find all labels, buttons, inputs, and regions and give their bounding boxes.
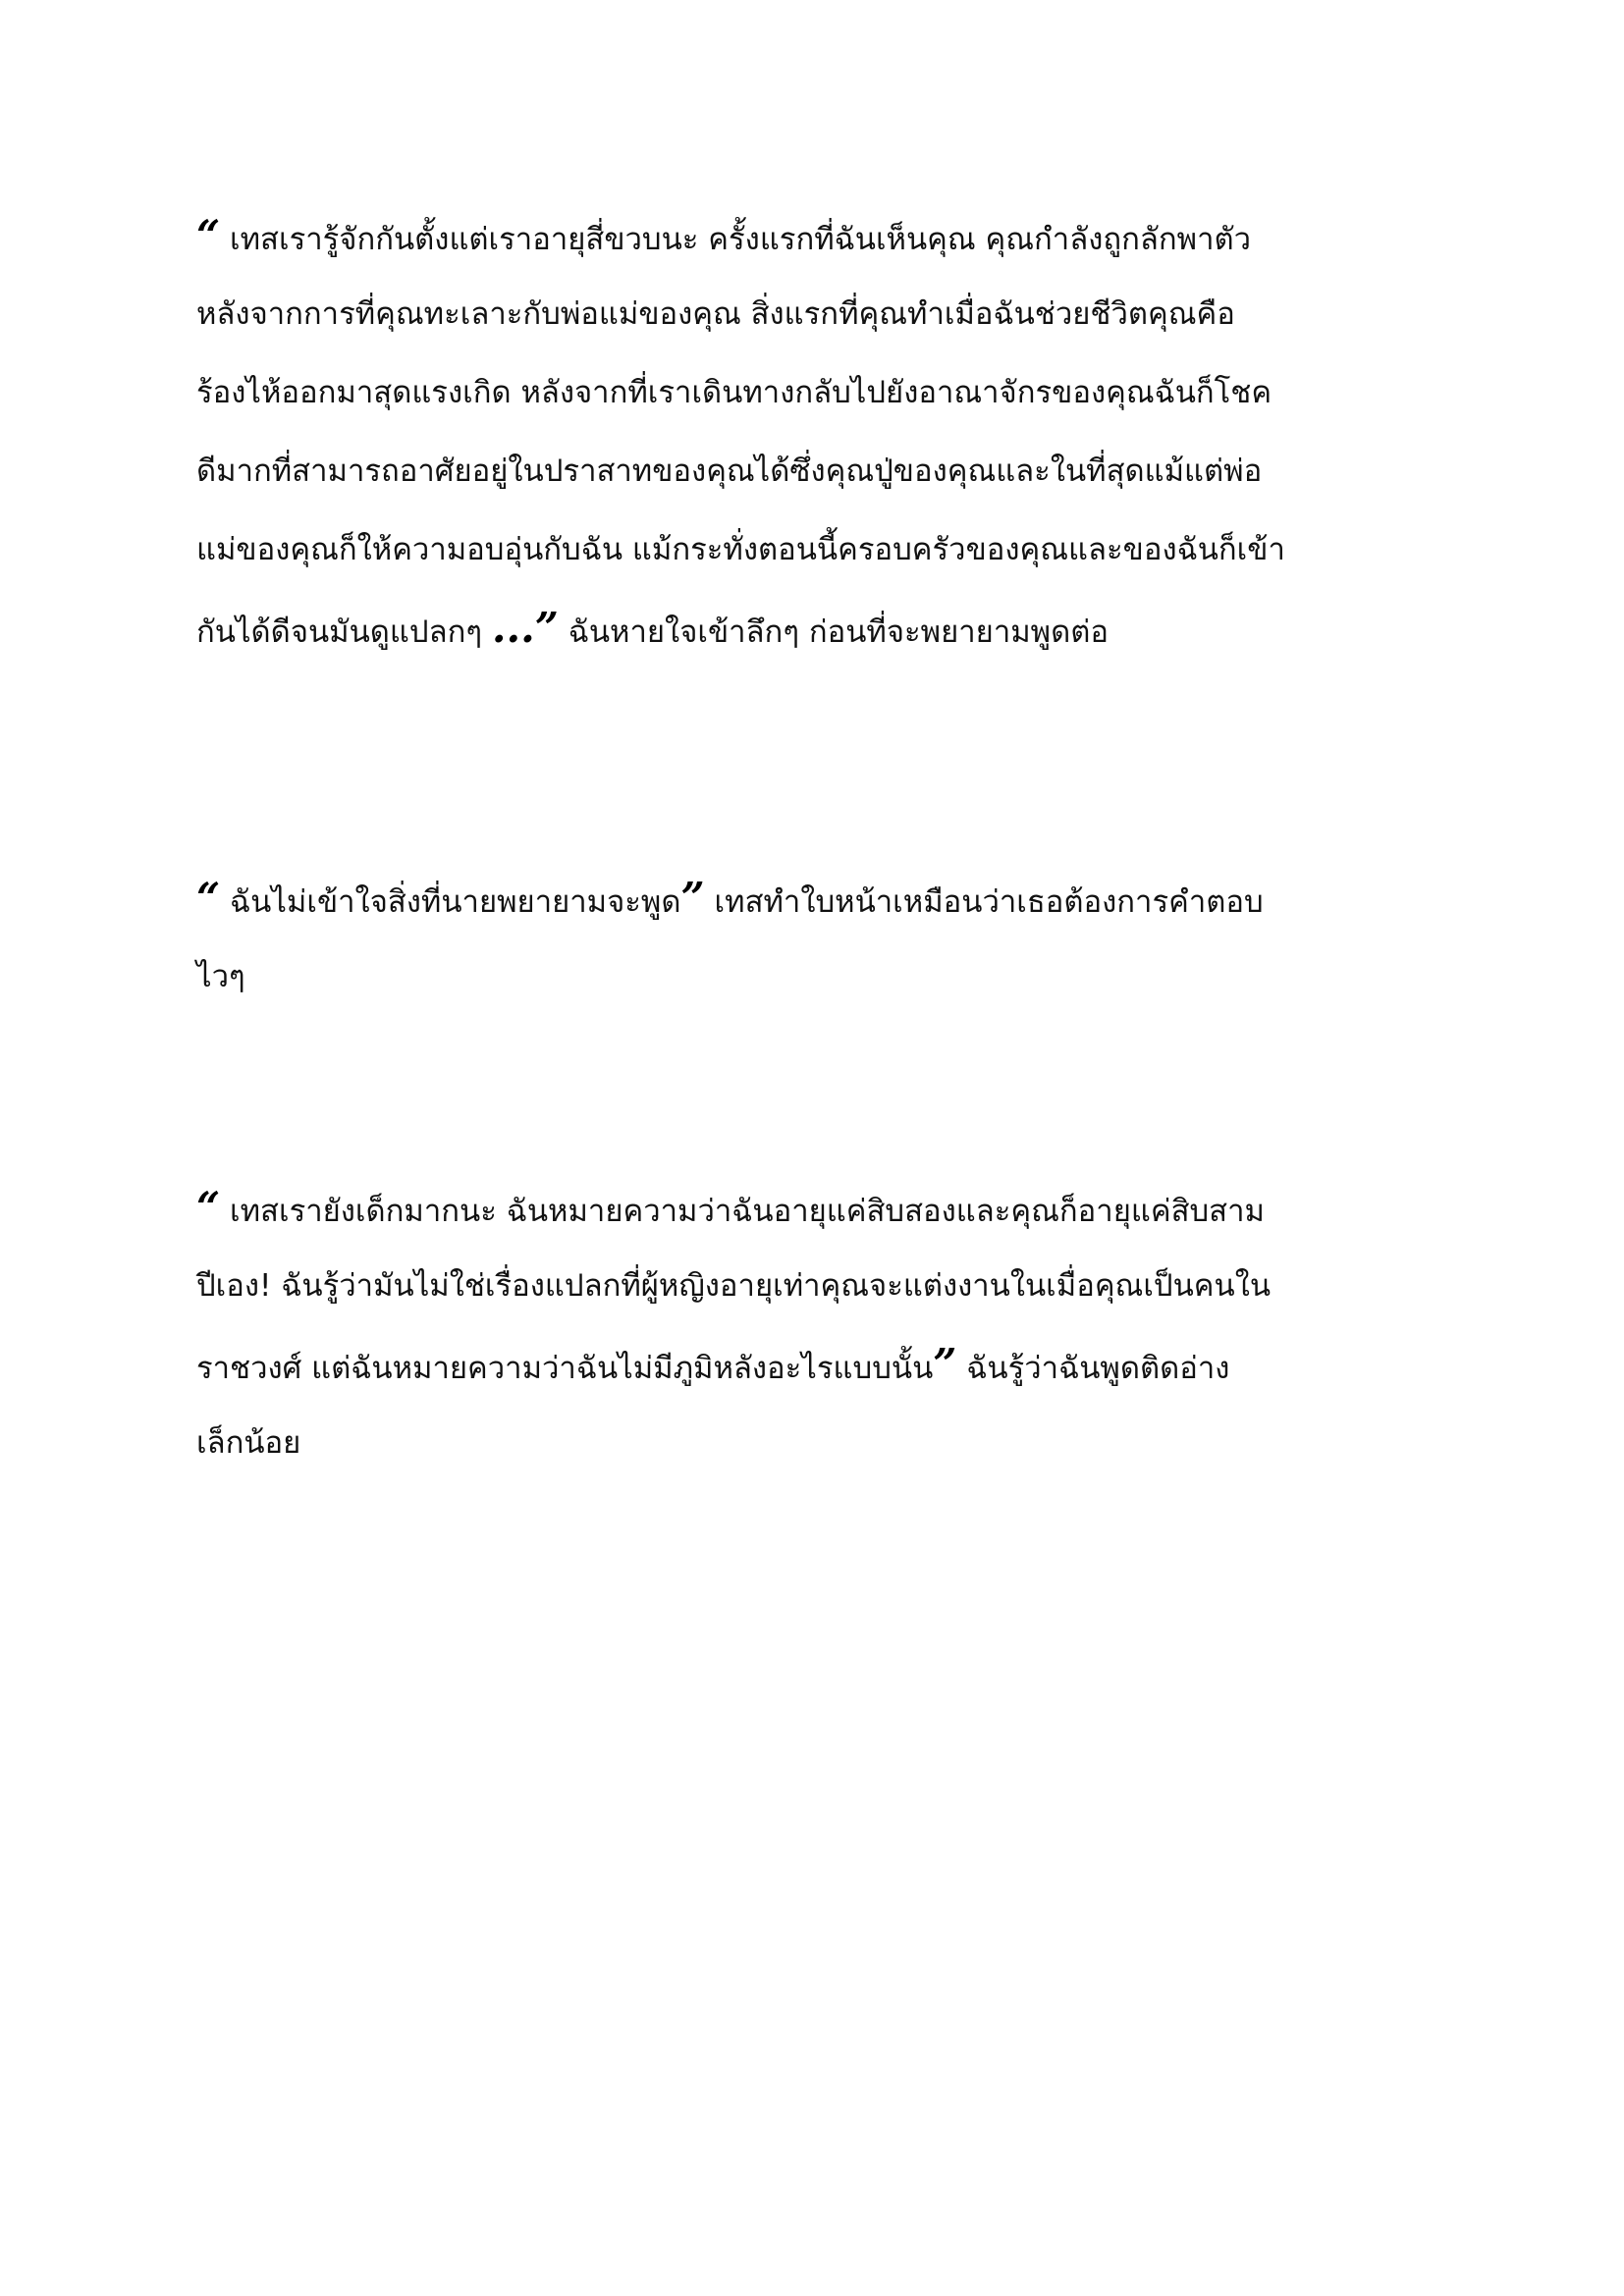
- paragraph-2: [196, 859, 1453, 1016]
- text-line: [196, 859, 1453, 937]
- line-text: ดีมากที่สามารถอาศัยอยู่ในปราสาทของคุณได้ซึ่งคุณปู่ของคุณและในที่สุดแม้แต่พ่อ: [196, 454, 1263, 489]
- close-quote: ”: [680, 874, 705, 922]
- text-line: [196, 937, 1453, 1016]
- line-text: เทสเรายังเด็กมากนะ ฉันหมายความว่าฉันอายุแค่สิบสองและคุณก็อายุแค่สิบสาม: [220, 1194, 1265, 1229]
- text-line: [196, 1404, 1453, 1482]
- paragraph-3: [196, 1168, 1453, 1482]
- open-quote: “: [196, 874, 221, 922]
- line-text: เทสเรารู้จักกันตั้งแต่เราอายุสี่ขวบนะ ครั้งแรกที่ฉันเห็นคุณ คุณกำลังถูกลักพาตัว: [220, 222, 1252, 257]
- line-text: ไวๆ: [196, 959, 245, 994]
- line-text: ร้องไห้ออกมาสุดแรงเกิด หลังจากที่เราเดินทางกลับไปยังอาณาจักรของคุณฉันก็โชค: [196, 375, 1272, 410]
- narration-text: ฉันหายใจเข้าลึกๆ ก่อนที่จะพยายามพูดต่อ: [558, 614, 1109, 650]
- text-line: [196, 1325, 1453, 1404]
- text-line: [196, 510, 1453, 589]
- text-line: [196, 196, 1453, 275]
- text-line: [196, 589, 1453, 667]
- line-text: ราชวงศ์ แต่ฉันหมายความว่าฉันไม่มีภูมิหลังอะไรแบบนั้น: [196, 1351, 934, 1386]
- text-line: [196, 1247, 1453, 1325]
- line-text: เล็กน้อย: [196, 1425, 301, 1461]
- line-text: ฉันไม่เข้าใจสิ่งที่นายพยายามจะพูด: [220, 884, 681, 920]
- paragraph-1: [196, 196, 1453, 667]
- narration-text: เทสทำใบหน้าเหมือนว่าเธอต้องการคำตอบ: [704, 884, 1264, 920]
- line-text: แม่ของคุณก็ให้ความอบอุ่นกับฉัน แม้กระทั่งตอนนี้ครอบครัวของคุณและของฉันก็เข้า: [196, 532, 1285, 567]
- text-line: [196, 1168, 1453, 1247]
- open-quote: “: [196, 1183, 221, 1231]
- text-line: [196, 353, 1453, 432]
- line-text: ปีเอง! ฉันรู้ว่ามันไม่ใช่เรื่องแปลกที่ผู้หญิงอายุเท่าคุณจะแต่งงานในเมื่อคุณเป็นคนใน: [196, 1268, 1272, 1304]
- narration-text: ฉันรู้ว่าฉันพูดติดอ่าง: [956, 1351, 1230, 1386]
- close-quote: ”: [933, 1340, 957, 1388]
- line-text: หลังจากการที่คุณทะเลาะกับพ่อแม่ของคุณ สิ่งแรกที่คุณทำเมื่อฉันช่วยชีวิตคุณคือ: [196, 296, 1235, 332]
- text-line: [196, 432, 1453, 510]
- text-line: [196, 275, 1453, 353]
- close-quote: ...”: [491, 604, 559, 652]
- line-text: กันได้ดีจนมันดูแปลกๆ: [196, 614, 492, 650]
- open-quote: “: [196, 211, 221, 259]
